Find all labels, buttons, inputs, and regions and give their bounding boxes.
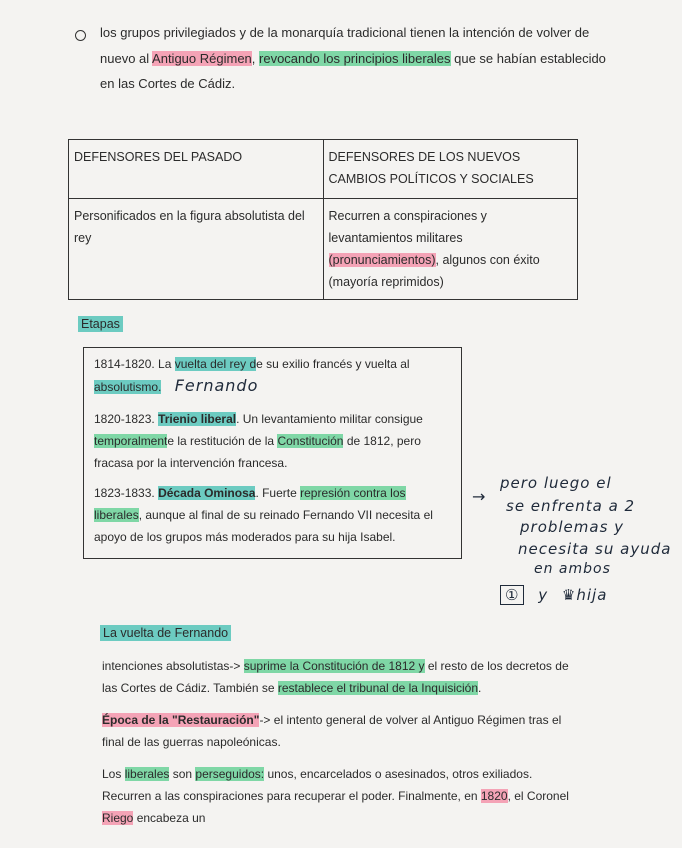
note-line-4: necesita su ayuda	[518, 540, 672, 558]
intro-line-3: en las Cortes de Cádiz.	[100, 76, 236, 91]
vuelta-paragraph-2: Época de la "Restauración"-> el intento general de volver al Antiguo Régimen tras el final de las guerras napoleónicas.	[102, 713, 562, 749]
vuelta-paragraph-3: Los liberales son perseguidos: unos, encarcelados o asesinados, otros exiliados. Recurren a las conspiraciones para recuperar el poder. Finalmente, en 1820, el Coronel Riego encabeza un	[102, 767, 569, 825]
handwritten-fernando: Fernando	[174, 376, 259, 395]
note-line-6: ① y ♛hija	[500, 586, 607, 604]
etapas-box	[83, 347, 462, 559]
note-line-2: se enfrenta a 2	[506, 497, 636, 515]
table-cell-pasado: Personificados en la figura absolutista del rey	[69, 199, 324, 300]
highlight-revocando: revocando los principios liberales	[259, 51, 451, 66]
highlight-absolutismo: absolutismo.	[94, 380, 162, 394]
highlight-trienio: Trienio liberal	[158, 412, 237, 426]
table-cell-nuevos: Recurren a conspiraciones y levantamientos militares (pronunciamientos), algunos con éxito (mayoría reprimidos)	[323, 199, 578, 300]
etapa-1814: 1814-1820. La vuelta del rey de su exilio francés y vuelta al absolutismo. Fernando	[94, 357, 410, 395]
highlight-antiguo-regimen: Antiguo Régimen	[152, 51, 252, 66]
vuelta-heading: La vuelta de Fernando	[100, 625, 231, 641]
highlight-liberales: liberales	[124, 767, 170, 781]
highlight-represion: represión contra los liberales	[94, 486, 406, 522]
highlight-temporalmente: temporalment	[94, 434, 168, 448]
note-line-1: pero luego el	[500, 474, 612, 492]
arrow-icon: →	[472, 487, 487, 506]
note-line-5: en ambos	[534, 561, 611, 577]
note-line-3: problemas y	[520, 518, 625, 536]
defensores-table	[68, 139, 578, 300]
highlight-restauracion: Época de la "Restauración"	[102, 713, 260, 727]
highlight-decada-ominosa: Década Ominosa	[158, 486, 256, 500]
intro-line-2: nuevo al Antiguo Régimen, revocando los principios liberales que se habían establecido	[100, 51, 606, 66]
crown-box-icon: ①	[500, 585, 524, 605]
etapas-heading: Etapas	[78, 316, 123, 332]
highlight-suprime: suprime la Constitución de 1812 y	[243, 659, 425, 673]
highlight-inquisicion: restablece el tribunal de la Inquisición	[277, 681, 478, 695]
etapa-1820: 1820-1823. Trienio liberal. Un levantamiento militar consigue temporalmente la restitución de la Constitución de 1812, pero fracasa por la intervención francesa.	[94, 412, 423, 470]
table-header-pasado: DEFENSORES DEL PASADO	[69, 140, 324, 199]
crown-icon: ♛	[561, 586, 577, 604]
vuelta-paragraph-1: intenciones absolutistas-> suprime la Constitución de 1812 y el resto de los decretos de las Cortes de Cádiz. También se restablece el tribunal de la Inquisición.	[102, 659, 569, 695]
bullet-circle-icon	[75, 30, 86, 41]
highlight-1820: 1820	[480, 789, 508, 803]
intro-line-1: los grupos privilegiados y de la monarquía tradicional tienen la intención de volver de	[100, 25, 590, 40]
highlight-constitucion: Constitución	[277, 434, 344, 448]
etapa-1823: 1823-1833. Década Ominosa. Fuerte represión contra los liberales, aunque al final de su reinado Fernando VII necesita el apoyo de los grupos más moderados para su hija Isabel.	[94, 486, 433, 544]
table-header-nuevos: DEFENSORES DE LOS NUEVOS CAMBIOS POLÍTICOS Y SOCIALES	[323, 140, 578, 199]
highlight-riego: Riego	[102, 811, 134, 825]
highlight-perseguidos: perseguidos:	[195, 767, 265, 781]
highlight-vuelta-rey: vuelta del rey d	[174, 357, 257, 371]
highlight-pronunciamientos: (pronunciamientos)	[328, 253, 436, 267]
